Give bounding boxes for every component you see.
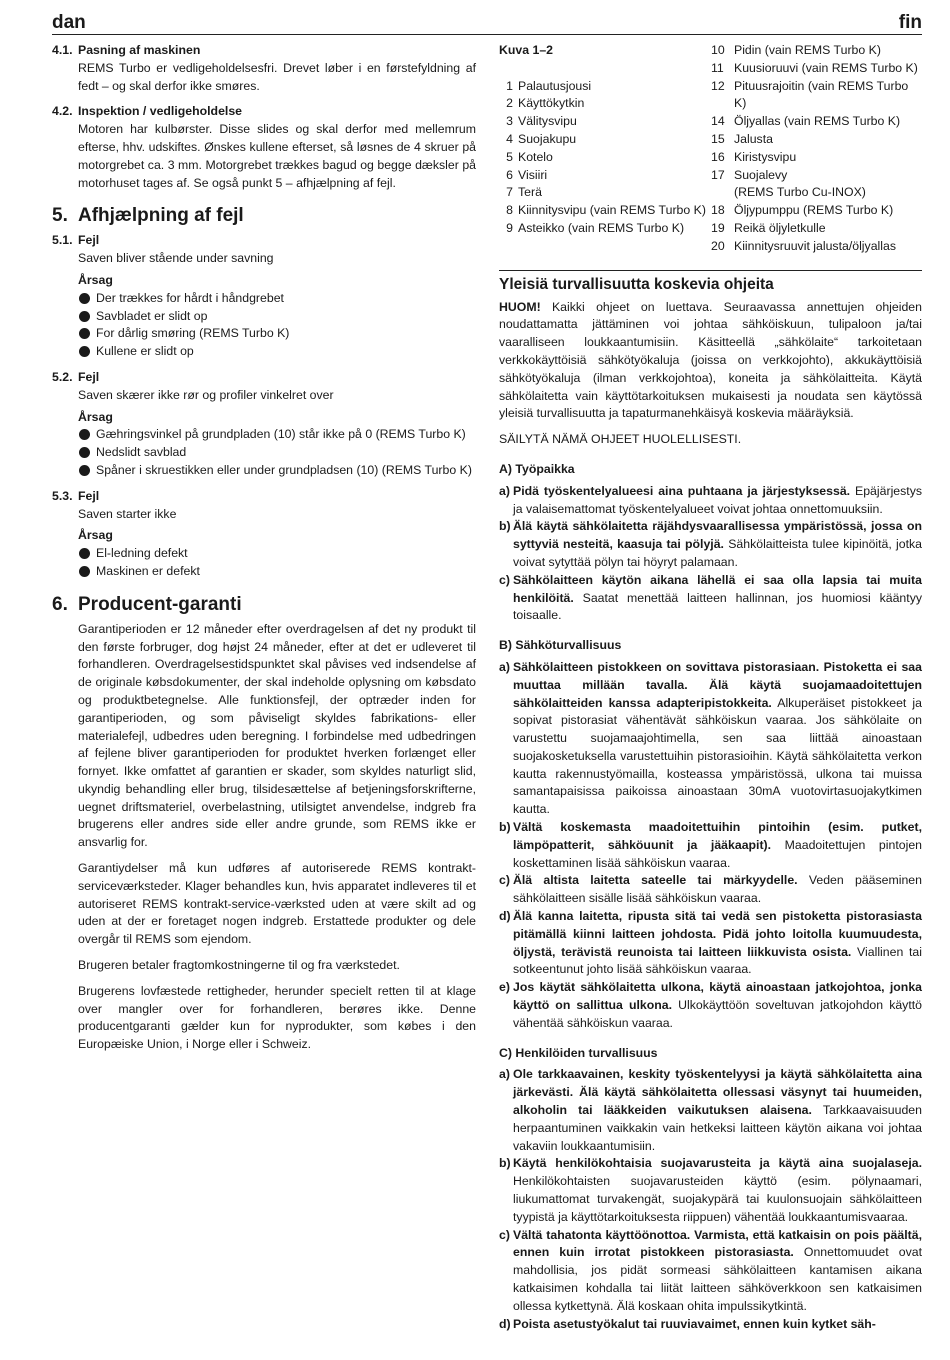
legend-item <box>711 184 922 202</box>
note-label: HUOM! <box>499 299 541 314</box>
legend-number: 1 <box>506 78 513 93</box>
finnish-column <box>499 42 922 1333</box>
fault-number: 5.3. <box>52 488 73 503</box>
item-bold-text: Sähkölaitteen pistokkeen on sovittava pistorasiaan. Pistoketta ei saa muuttaa millään tavalla. Älä käytä suojamaadoitettujen sähkölaitteiden kanssa adapteripistokkeita. <box>513 659 922 710</box>
item-plain-text: Henkilökohtaisten suojavarusteiden käyttö (esim. pölynaamari, liukumattomat turvakengät, suojakypärä tai kuulonsuojain sähkölaitteen tyypistä ja käyttötarkoituksesta riippuen) vähentää loukkaantumisvaaraa. <box>513 1174 922 1224</box>
legend-text: Pidin (vain REMS Turbo K) <box>734 43 881 57</box>
legend-item <box>499 220 711 238</box>
cause-item <box>52 444 476 462</box>
legend-text: Suojakupu <box>518 131 577 146</box>
safety-title: Yleisiä turvallisuutta koskevia ohjeita <box>499 275 774 293</box>
item-bold-text: Älä kanna laitetta, ripusta sitä tai vedä sen pistoketta pistorasiasta pitämällä kiinni laitteen johdosta. Pidä johto loitolla kuumuudesta, öljystä, terävistä reunoista tai laitteen liikkuvista osista. <box>513 909 922 959</box>
figure-title: Kuva 1–2 <box>499 43 554 57</box>
bullet-icon <box>79 548 90 559</box>
legend-text: Asteikko (vain REMS Turbo K) <box>518 220 685 235</box>
safety-section-title: C) Henkilöiden turvallisuus <box>499 1045 658 1060</box>
cause-item <box>52 545 476 563</box>
legend-number: 3 <box>506 114 513 129</box>
legend-number: 10 <box>711 43 725 57</box>
cause-text: For dårlig smøring (REMS Turbo K) <box>96 326 290 341</box>
fault-description: Saven bliver stående under savning <box>78 251 274 266</box>
legend-item <box>711 113 922 131</box>
item-text <box>513 979 922 1032</box>
legend-item <box>499 131 711 149</box>
keep-instructions: SÄILYTÄ NÄMÄ OHJEET HUOLELLISESTI. <box>499 432 742 447</box>
legend-text: (REMS Turbo Cu-INOX) <box>734 185 866 200</box>
bullet-icon <box>79 346 90 357</box>
safety-sections <box>499 449 922 1333</box>
fault-title: Fejl <box>78 233 100 248</box>
item-letter: d) <box>499 1316 511 1331</box>
safety-item <box>499 483 922 519</box>
item-letter: e) <box>499 980 510 995</box>
item-text <box>513 483 922 519</box>
item-plain-text: Viallinen tai sotkeentunut johto lisää sähköiskun vaaraa. <box>513 944 922 977</box>
item-bold-text: Älä altista laitetta sateelle tai märkyydelle. <box>513 873 798 888</box>
fault-title: Fejl <box>78 488 100 503</box>
legend-number: 6 <box>506 167 513 182</box>
legend-text: Kiristysvipu <box>734 149 797 164</box>
item-text <box>513 908 922 979</box>
section-5-heading: 5. Afhjælpning af fejl <box>52 205 244 227</box>
warranty-paragraph: Garantiperioden er 12 måneder efter overdragelsen af det ny produkt til den første forbruger, dog højst 24 måneder, efter at det er udleveret til forhandleren. Overdragelsestidspunktet skal påvises ved indsendelse af de originale købsdokumenter, der skal indeholde oplysning om købsdato og produktbetegnelse. Alle funktionsfejl, der optræder inden for garantiperioden, og som påviseligt skyldes fabrikations- eller materialefejl, udbedres uden beregning. I forbindelse med udbedringen af fejlene bliver garantiperioden for produktet hverken forlænget eller fornyet. Ikke omfattet af garantien er skader, som skyldes naturligt slid, ukyndig behandling eller brug, tilsidesættelse af betjeningsforskrifterne, uegnet driftsmateriel, overbelastning, utilsigtet anvendelse, indgreb fra brugerens eller andres side eller andre grunde, som REMS ikke er ansvarlig for. <box>78 621 476 850</box>
bullet-icon <box>79 429 90 440</box>
item-text <box>513 872 922 908</box>
legend-item <box>711 238 922 256</box>
legend-item <box>711 149 922 167</box>
legend-item <box>711 131 922 149</box>
item-bold-text: Ole tarkkaavainen, keskity työskentelyysi ja käytä sähkölaitetta aina järkevästi. Älä käytä sähkölaitetta ollessasi väsynyt tai huumeiden, alkoholin tai lääkkeiden vaikutuksen alaisena. <box>513 1067 922 1118</box>
cause-text: Kullene er slidt op <box>96 344 194 359</box>
legend-text: Reikä öljyletkulle <box>734 220 826 235</box>
item-plain-text: Alkuperäiset pistokkeet ja sopivat pistorasiat vähentävät sähköiskun vaaraa. Jos sähkölaite on varustettu suojamaajohtimella, sen saa liittää ainoastaan suojakosketuksella varustettuihin pistorasioihin. Käytä sähkölaitetta verkon kautta rakennustyömailla, kosteassa ympäristössä, ulkona tai muissa samantapaisissa paikoissa ainoastaan 30mA vuotovirtasuojakytkimen kautta. <box>513 695 922 817</box>
item-bold-text: Jos käytät sähkölaitetta ulkona, käytä ainoastaan jatkojohtoa, jonka käyttö on sallittua ulkona. <box>513 980 922 1013</box>
item-letter: a) <box>499 483 510 498</box>
cause-text: Nedslidt savblad <box>96 445 187 460</box>
fault-number: 5.1. <box>52 233 73 248</box>
legend-text: Välitysvipu <box>518 114 577 129</box>
warranty-paragraph: Garantiydelser må kun udføres af autoriserede REMS kontrakt-serviceværksteder. Klager behandles kun, hvis apparatet indleveres til et autoriseret REMS kontrakt-service-værksted uden at være skilt ad og uden at der er foretaget nogen indgreb. Erstattede produkter og dele overgår til REMS som ejendom. <box>78 861 476 947</box>
warranty-paragraph: Brugerens lovfæstede rettigheder, herunder specielt retten til at klage over mangler over for forhandleren, berøres ikke. Denne producentgaranti gælder kun for nyprodukter, som købes i den Europæiske Union, i Norge eller i Schweiz. <box>78 983 476 1052</box>
item-letter: d) <box>499 909 511 924</box>
legend-text: Kiinnitysvipu (vain REMS Turbo K) <box>518 203 706 218</box>
item-plain-text: Sähkölaitteista tulee kipinöitä, jotka voivat sytyttää pölyn tai höyryt palamaan. <box>513 537 922 569</box>
legend-number: 11 <box>711 60 724 75</box>
legend-text: Kuusioruuvi (vain REMS Turbo K) <box>734 60 918 75</box>
item-letter: b) <box>499 820 511 835</box>
item-bold-text: Sähkölaitteen käytön aikana lähellä ei saa olla lapsia tai muita henkilöitä. <box>513 572 922 605</box>
section-4-1-text: REMS Turbo er vedligeholdelsesfri. Drevet løber i en førstefyldning af fedt – og skal derfor ikke smøres. <box>78 60 476 93</box>
item-letter: c) <box>499 572 510 587</box>
figure-legend <box>499 42 922 256</box>
item-bold-text: Älä käytä sähkölaitetta räjähdysvaarallisessa ympäristössä, jossa on syttyviä nesteitä, kaasuja tai pölyjä. <box>513 519 922 552</box>
item-bold-text: Käytä henkilökohtaisia suojavarusteita ja käytä aina suojalaseja. <box>513 1156 922 1171</box>
safety-item <box>499 1227 922 1316</box>
legend-number: 20 <box>711 238 725 253</box>
legend-number <box>711 184 729 202</box>
item-letter: c) <box>499 1227 510 1242</box>
legend-item <box>499 202 711 220</box>
legend-text: Käyttökytkin <box>518 96 585 111</box>
language-label-left: dan <box>52 12 86 33</box>
cause-text: Der trækkes for hårdt i håndgrebet <box>96 290 284 305</box>
cause-item <box>52 462 476 480</box>
item-text <box>513 1066 922 1155</box>
safety-item <box>499 1316 922 1334</box>
item-letter: a) <box>499 659 510 674</box>
safety-item <box>499 1155 922 1226</box>
legend-number: 16 <box>711 149 725 164</box>
cause-text: El-ledning defekt <box>96 546 188 561</box>
legend-text: Visiiri <box>518 167 548 182</box>
fault-description: Saven skærer ikke rør og profiler vinkelret over <box>78 387 334 402</box>
legend-text: Kiinnitysruuvit jalusta/öljyallas <box>734 238 896 253</box>
cause-label: Årsag <box>78 272 113 287</box>
legend-item <box>499 113 711 131</box>
section-6-heading: 6. Producent-garanti <box>52 593 242 615</box>
bullet-icon <box>79 566 90 577</box>
legend-number: 7 <box>506 185 513 200</box>
item-plain-text: Epäjärjestys ja valaisemattomat työskentelyalueet voivat johtaa onnettomuuksiin. <box>513 483 922 516</box>
safety-item <box>499 908 922 979</box>
cause-item <box>52 290 476 308</box>
item-text <box>513 572 922 625</box>
legend-number: 14 <box>711 114 725 129</box>
legend-number: 18 <box>711 203 725 218</box>
legend-item <box>499 149 711 167</box>
legend-item <box>711 202 922 220</box>
warranty-paragraph: Brugeren betaler fragtomkostningerne til og fra værkstedet. <box>78 958 400 973</box>
item-text <box>513 1316 922 1334</box>
legend-number: 9 <box>506 220 513 235</box>
page-header <box>52 6 922 35</box>
cause-text: Maskinen er defekt <box>96 563 200 578</box>
item-plain-text: Tarkkaavaisuuden herpaantuminen vaikkakin vain hetkeksi laitteen käytön aikana voi johtaa vakaviin loukkaantumisiin. <box>513 1103 922 1153</box>
legend-text: Terä <box>518 185 542 200</box>
legend-text: Jalusta <box>734 131 773 146</box>
legend-item <box>499 78 711 96</box>
fault-description: Saven starter ikke <box>78 506 177 521</box>
language-label-right: fin <box>898 12 922 33</box>
safety-item <box>499 979 922 1032</box>
item-letter: b) <box>499 1156 511 1171</box>
legend-item <box>711 220 922 238</box>
section-4-2-text: Motoren har kulbørster. Disse slides og skal derfor med mellemrum efterse, hhv. udskiftes. Ønskes kullene efterset, så løsnes de 4 skruer på motorgrebet ca. 3 mm. Motorgrebet trækkes bagud og begge dæksler på motorhuset tages af. Se også punkt 5 – afhjælpning af fejl. <box>78 122 476 190</box>
safety-section-title: A) Työpaikka <box>499 461 575 476</box>
item-plain-text: Maadoitettujen pintojen koskettaminen lisää sähköiskun vaaraa. <box>513 837 923 870</box>
cause-item <box>52 426 476 444</box>
figure-legend-right <box>711 42 922 256</box>
danish-column <box>52 42 476 1054</box>
safety-item <box>499 572 922 625</box>
item-plain-text: Saatat menettää laitteen hallinnan, jos huomiosi kääntyy toisaalle. <box>513 590 922 623</box>
legend-text: Suojalevy <box>734 167 788 182</box>
divider <box>499 270 922 271</box>
item-bold-text: Vältä koskemasta maadoitettuihin pintoihin (esim. putket, lämpöpatterit, sähköuunit ja jääkaapit). <box>513 820 922 852</box>
item-text <box>513 659 922 819</box>
legend-item <box>711 42 922 60</box>
legend-number: 12 <box>711 78 725 93</box>
cause-text: Spåner i skruestikken eller under grundpladsen (10) (REMS Turbo K) <box>96 462 472 477</box>
legend-item <box>499 167 711 185</box>
legend-text: Kotelo <box>518 149 553 164</box>
legend-number: 5 <box>506 149 513 164</box>
legend-item <box>711 78 922 114</box>
legend-item <box>711 167 922 185</box>
legend-text: Öljyallas (vain REMS Turbo K) <box>734 114 901 129</box>
bullet-icon <box>79 447 90 458</box>
item-letter: a) <box>499 1067 510 1082</box>
legend-item <box>499 95 711 113</box>
item-text <box>513 819 922 872</box>
item-bold-text: Vältä tahatonta käyttöönottoa. Varmista, että katkaisin on pois päältä, ennen kuin irrotat pistokkeen pistorasiasta. <box>513 1227 922 1260</box>
safety-section-title: B) Sähköturvallisuus <box>499 638 622 653</box>
figure-legend-left <box>499 42 711 256</box>
cause-item <box>52 343 476 361</box>
bullet-icon <box>79 311 90 322</box>
cause-item <box>52 325 476 343</box>
item-bold-text: Pidä työskentelyalueesi aina puhtaana ja järjestyksessä. <box>513 483 851 498</box>
note-text: Kaikki ohjeet on luettava. Seuraavassa annettujen ohjeiden noudattamatta jättäminen voi johtaa sähköiskuun, tulipaloon ja/tai vaaralliseen loukkaantumisiin. Käsitteellä „sähkölaite“ tarkoitetaan verkkokäyttöisiä sähkötyökaluja (joissa on verkkojohto), akkukäyttöisiä sähkötyökaluja (ilman verkkojohtoa), koneita ja sähkölaitteita. Käytä sähkölaitetta vain käyttötarkoituksen mukaisesti ja noudata sen käytössä yleisiä turvallisuutta ja tapaturmanehkäisyä koskevia määräyksiä. <box>499 299 922 421</box>
item-plain-text: Ulkokäyttöön soveltuvan jatkojohdon käyttö vähentää sähköiskun vaaraa. <box>513 998 923 1030</box>
item-bold-text: Poista asetustyökalut tai ruuviavaimet, ennen kuin kytket säh- <box>513 1316 876 1331</box>
cause-item <box>52 308 476 326</box>
legend-item <box>711 60 922 78</box>
legend-text: Pituusrajoitin (vain REMS Turbo K) <box>734 78 909 111</box>
cause-label: Årsag <box>78 409 113 424</box>
safety-item <box>499 518 922 571</box>
legend-number: 4 <box>506 131 513 146</box>
fault-heading <box>52 488 476 506</box>
cause-label: Årsag <box>78 528 113 543</box>
section-4-1-heading: 4.1. Pasning af maskinen <box>52 43 201 57</box>
safety-item <box>499 659 922 819</box>
fault-heading <box>52 232 476 250</box>
cause-text: Gæhringsvinkel på grundpladen (10) står ikke på 0 (REMS Turbo K) <box>96 427 466 442</box>
bullet-icon <box>79 328 90 339</box>
section-4-2-heading: 4.2. Inspektion / vedligeholdelse <box>52 104 242 119</box>
legend-number: 15 <box>711 131 725 146</box>
bullet-icon <box>79 465 90 476</box>
legend-number: 17 <box>711 167 725 182</box>
fault-heading <box>52 369 476 387</box>
item-text <box>513 1155 922 1226</box>
safety-item <box>499 819 922 872</box>
legend-number: 8 <box>506 203 513 218</box>
legend-text: Öljypumppu (REMS Turbo K) <box>734 203 894 218</box>
legend-number: 2 <box>506 96 513 111</box>
item-letter: b) <box>499 519 511 534</box>
legend-number: 19 <box>711 220 725 235</box>
warranty-text <box>52 621 476 1054</box>
legend-text: Palautusjousi <box>518 78 592 93</box>
safety-note <box>499 299 922 424</box>
cause-text: Savbladet er slidt op <box>96 308 208 323</box>
safety-item <box>499 1066 922 1155</box>
safety-item <box>499 872 922 908</box>
item-text <box>513 518 922 571</box>
fault-number: 5.2. <box>52 369 73 384</box>
bullet-icon <box>79 293 90 304</box>
fault-title: Fejl <box>78 369 100 384</box>
cause-item <box>52 563 476 581</box>
item-plain-text: Veden pääseminen sähkölaitteen sisälle lisää sähköiskun vaaraa. <box>513 873 922 906</box>
item-plain-text: Onnettomuudet ovat mahdollisia, jos pidät sormeasi sähkölaitteen kantamisen aikana katkaisimen kohdalla tai liität laitteen sähköverkkoon sen katkaisimen ollessa kytkettynä. Älä koskaan ohita impulssikytkintä. <box>513 1245 922 1313</box>
fault-list <box>52 232 476 580</box>
item-text <box>513 1227 922 1316</box>
item-letter: c) <box>499 873 510 888</box>
legend-item <box>499 184 711 202</box>
